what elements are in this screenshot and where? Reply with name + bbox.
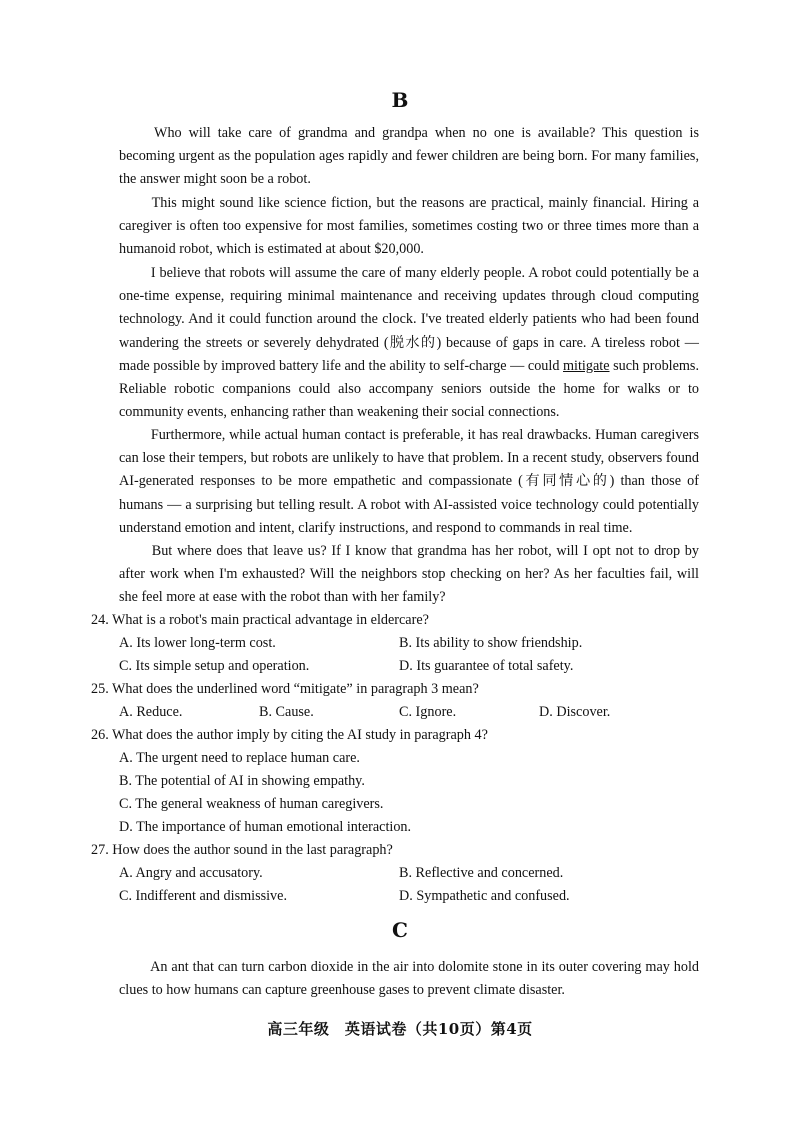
paragraph-3-text-after: such problems. Reliable robotic companions could also accompany seniors outside the home for walks or to community events, enhancing rather than weakening their social connections. (119, 357, 700, 421)
question-25-option-c[interactable]: C. Ignore. (399, 704, 457, 720)
passage-b-paragraph-3 (119, 262, 699, 424)
question-25-option-d[interactable]: D. Discover. (539, 704, 611, 720)
question-26-option-a[interactable]: A. The urgent need to replace human care. (119, 750, 360, 766)
passage-b-paragraph-5 (119, 540, 699, 610)
question-26-option-b[interactable]: B. The potential of AI in showing empathy. (119, 773, 365, 789)
question-24-stem: 24. What is a robot's main practical advantage in eldercare? (91, 612, 429, 628)
page-footer: 高三年级 英语试卷（共10页）第4页 (267, 1020, 533, 1038)
question-27-option-b[interactable]: B. Reflective and concerned. (399, 865, 564, 881)
passage-b-paragraph-1 (119, 122, 699, 192)
question-25-stem: 25. What does the underlined word “mitigate” in paragraph 3 mean? (91, 681, 479, 697)
question-26-option-c[interactable]: C. The general weakness of human caregivers. (119, 796, 384, 812)
paragraph-4-text: Furthermore, while actual human contact is preferable, it has real drawbacks. Human caregivers can lose their tempers, but robots are unlikely to have that problem. In a recent study, observers found AI-generated responses to be more empathetic and compassionate (有同情心的) than those of humans — a surprising but telling result. A robot with AI-assisted voice technology could potentially understand emotion and intent, clarify instructions, and respond to commands in real time. (119, 427, 700, 536)
paragraph-5-text: But where does that leave us? If I know that grandma has her robot, will I opt not to drop by after work when I'm exhausted? Will the neighbors stop checking on her? As her faculties fail, will she feel more at ease with the robot than with her family? (119, 543, 699, 606)
passage-c-paragraph-1 (119, 956, 699, 1002)
passage-b-paragraph-4 (119, 424, 699, 540)
question-25-option-b[interactable]: B. Cause. (259, 704, 314, 720)
passage-c-text: An ant that can turn carbon dioxide in the air into dolomite stone in its outer covering may hold clues to how humans can capture greenhouse gases to prevent climate disaster. (119, 959, 699, 999)
paragraph-3-text-before: I believe that robots will assume the care of many elderly people. A robot could potentially be a one-time expense, requiring minimal maintenance and receiving updates through cloud computing technology. And it could function around the clock. I've treated elderly patients who had been found wandering the streets or severely dehydrated (脱水的) because of gaps in care. A tireless robot — made possible by improved battery life and the ability to self-charge — could (119, 265, 699, 374)
paragraph-2-text: This might sound like science fiction, but the reasons are practical, mainly financial. Hiring a caregiver is often too expensive for most families, sometimes costing two or three times more than a humanoid robot, which is estimated at about $20,000. (119, 195, 700, 258)
question-24-option-b[interactable]: B. Its ability to show friendship. (399, 635, 583, 651)
passage-b-paragraph-2 (119, 192, 699, 262)
question-26-option-d[interactable]: D. The importance of human emotional interaction. (119, 819, 412, 835)
question-24-option-a[interactable]: A. Its lower long-term cost. (119, 635, 276, 651)
underlined-word-mitigate: mitigate (563, 357, 610, 374)
question-27-stem: 27. How does the author sound in the last paragraph? (91, 842, 393, 858)
section-c-title: C (392, 918, 408, 942)
section-b-title: B (391, 88, 409, 112)
paragraph-1-text: Who will take care of grandma and grandpa when no one is available? This question is becoming urgent as the population ages rapidly and fewer children are being born. For many families, the answer might soon be a robot. (119, 125, 700, 188)
question-24-option-d[interactable]: D. Its guarantee of total safety. (399, 658, 574, 674)
question-27-option-c[interactable]: C. Indifferent and dismissive. (119, 888, 287, 904)
question-25-option-a[interactable]: A. Reduce. (119, 704, 183, 720)
question-27-option-d[interactable]: D. Sympathetic and confused. (399, 888, 570, 904)
question-24-option-c[interactable]: C. Its simple setup and operation. (119, 658, 310, 674)
question-27-option-a[interactable]: A. Angry and accusatory. (119, 865, 263, 881)
question-26-stem: 26. What does the author imply by citing the AI study in paragraph 4? (91, 727, 488, 743)
